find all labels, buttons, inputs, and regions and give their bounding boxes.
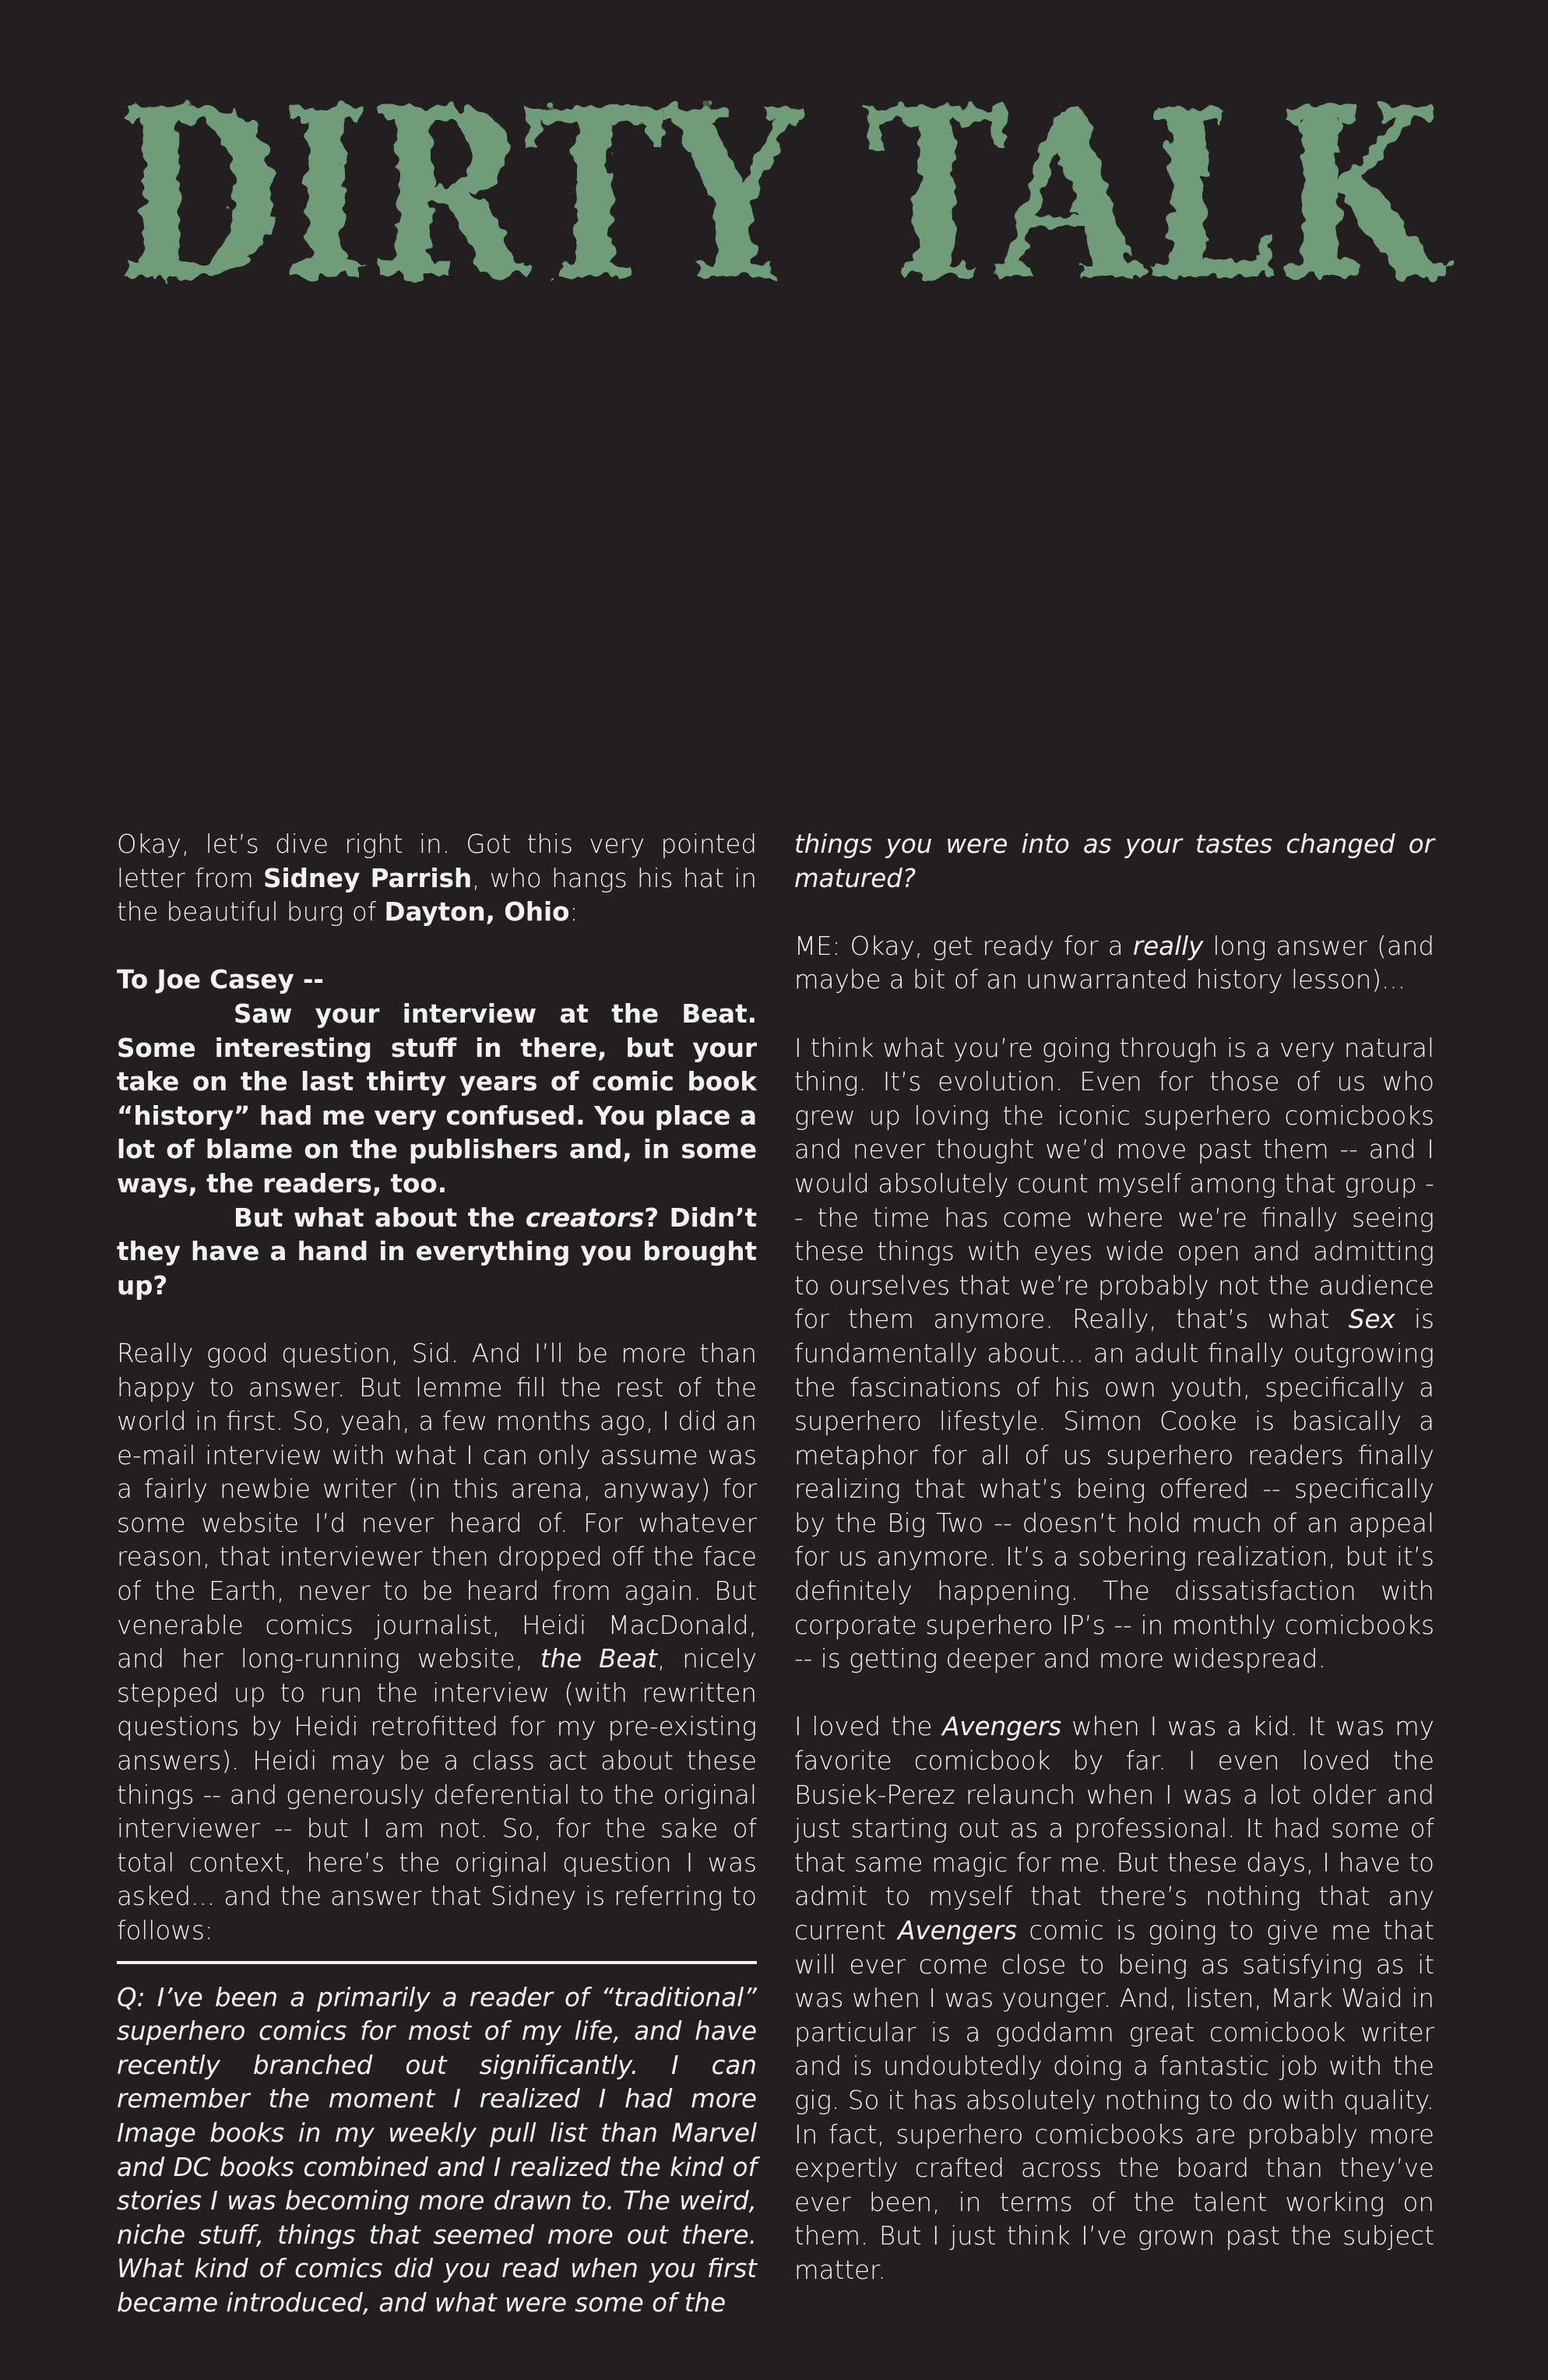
reader-letter <box>117 963 757 1303</box>
answer-text: when I was a kid. It was my favorite comicbook by far. I even loved the Busiek-Perez relaunch when I was a lot older and just starting out as a professional. It had some of that same magic for me. But these days, I have to admit to myself that there’s nothing that any current <box>794 1712 1435 1945</box>
intro-text: : <box>569 897 579 928</box>
divider <box>117 1961 757 1964</box>
answer-paragraph <box>794 1710 1434 2287</box>
answer-text: comic is going to give me that will ever come close to being as satisfying as it was when I was younger. And, listen, Mark Waid in particular is a goddamn great comicbook writer and is undoubtedly doing a fantastic job with the gig. So it has absolutely nothing to do with quality. In fact, superhero comicbooks are probably more expertly crafted across the board than they’ve ever been, in terms of the talent working on them. But I just think I’ve grown past the subject matter. <box>794 1916 1434 2285</box>
answer-emphasis: Avengers <box>898 1916 1018 1945</box>
answer-text: Really good question, Sid. And I’ll be more than happy to answer. But lemme fill the rest of the world in first. So, yeah, a few months ago, I did an e-mail interview with what I can only assume was a fairly newbie writer (in this arena, anyway) for some website I’d never heard of. For whatever reason, that interviewer then dropped off the face of the Earth, never to be heard from again. But venerable comics journalist, Heidi MacDonald, and her long-running website, <box>117 1338 757 1674</box>
answer-emphasis: really <box>1132 931 1204 961</box>
page-title <box>93 86 1464 319</box>
me-paragraph <box>794 930 1434 998</box>
letter-text: ? Didn’t they have a hand in everything you brought up? <box>117 1202 757 1301</box>
answer-text: is fundamentally about... an adult finally outgrowing the fascinations of his own youth, specifically a superhero lifestyle. Simon Cooke is basically a metaphor for all of us superhero readers finally realizing that what’s being offered -- specifically by the Big Two -- doesn’t hold much of an appeal for us anymore. It’s a sobering realization, but it’s definitely happening. The dissatisfaction with corporate superhero IP’s -- in monthly comicbooks -- is getting deeper and more widespread. <box>794 1304 1434 1674</box>
title-text: DIRTY TALK <box>117 86 1448 319</box>
answer-text: , nicely stepped up to run the interview (with rewritten questions by Heidi retrofitted for my pre-existing answers). Heidi may be a class act about these things -- and generously deferential to the original interviewer -- but I am not. So, for the sake of total context, here’s the original question I was asked... and the answer that Sidney is referring to follows: <box>117 1644 757 1945</box>
interview-question: Q: I’ve been a primarily a reader of “traditional” superhero comics for most of my life, and have recently branched out significantly. I can remember the moment I realized I had more Image books in my weekly pull list than Marvel and DC books combined and I realized the kind of stories I was becoming more drawn to. The weird, niche stuff, things that seemed more out there. What kind of comics did you read when you first became introduced, and what were some of the <box>117 1982 757 2318</box>
interview-question-continued: things you were into as your tastes changed or matured? <box>794 829 1434 893</box>
letter-paragraph <box>117 1202 757 1304</box>
intro-paragraph <box>117 828 757 930</box>
answer-text: ME: Okay, get ready for a <box>794 931 1133 961</box>
left-column <box>117 828 757 2321</box>
answer-text: I think what you’re going through is a very natural thing. It’s evolution. Even for those of us who grew up loving the iconic superhero comicbooks and never thought we’d move past them -- and I would absolutely count myself among that group -- the time has come where we’re finally seeing these things with eyes wide open and admitting to ourselves that we’re probably not the audience for them anymore. Really, that’s what <box>794 1033 1434 1335</box>
answer-paragraph <box>794 1032 1434 1677</box>
answer-text: long answer (and maybe a bit of an unwarranted history lesson)... <box>794 931 1434 995</box>
letter-salutation: To Joe Casey -- <box>117 965 324 995</box>
letter-paragraph <box>117 998 757 1202</box>
letter-writer-location: Dayton, Ohio <box>384 897 570 928</box>
intro-text: , who hangs his hat in the beautiful burg of <box>117 863 757 928</box>
answer-emphasis: Avengers <box>942 1712 1062 1742</box>
right-column <box>794 828 1434 2288</box>
letter-text: Saw your interview at the Beat. Some interesting stuff in there, but your take on the last thirty years of comic book “history” had me very confused. You place a lot of blame on the publishers and, in some ways, the readers, too. <box>117 998 757 1199</box>
letter-emphasis: creators <box>525 1202 645 1233</box>
intro-text: Okay, let’s dive right in. Got this very pointed letter from <box>117 829 757 893</box>
answer-emphasis: the Beat <box>540 1644 658 1674</box>
letter-text: But what about the <box>234 1202 526 1233</box>
answer-emphasis: Sex <box>1348 1304 1395 1335</box>
title-lettering <box>93 86 1464 319</box>
answer-text: I loved the <box>794 1712 943 1742</box>
letter-writer-name: Sidney Parrish <box>263 863 473 893</box>
answer-paragraph <box>117 1337 757 1949</box>
